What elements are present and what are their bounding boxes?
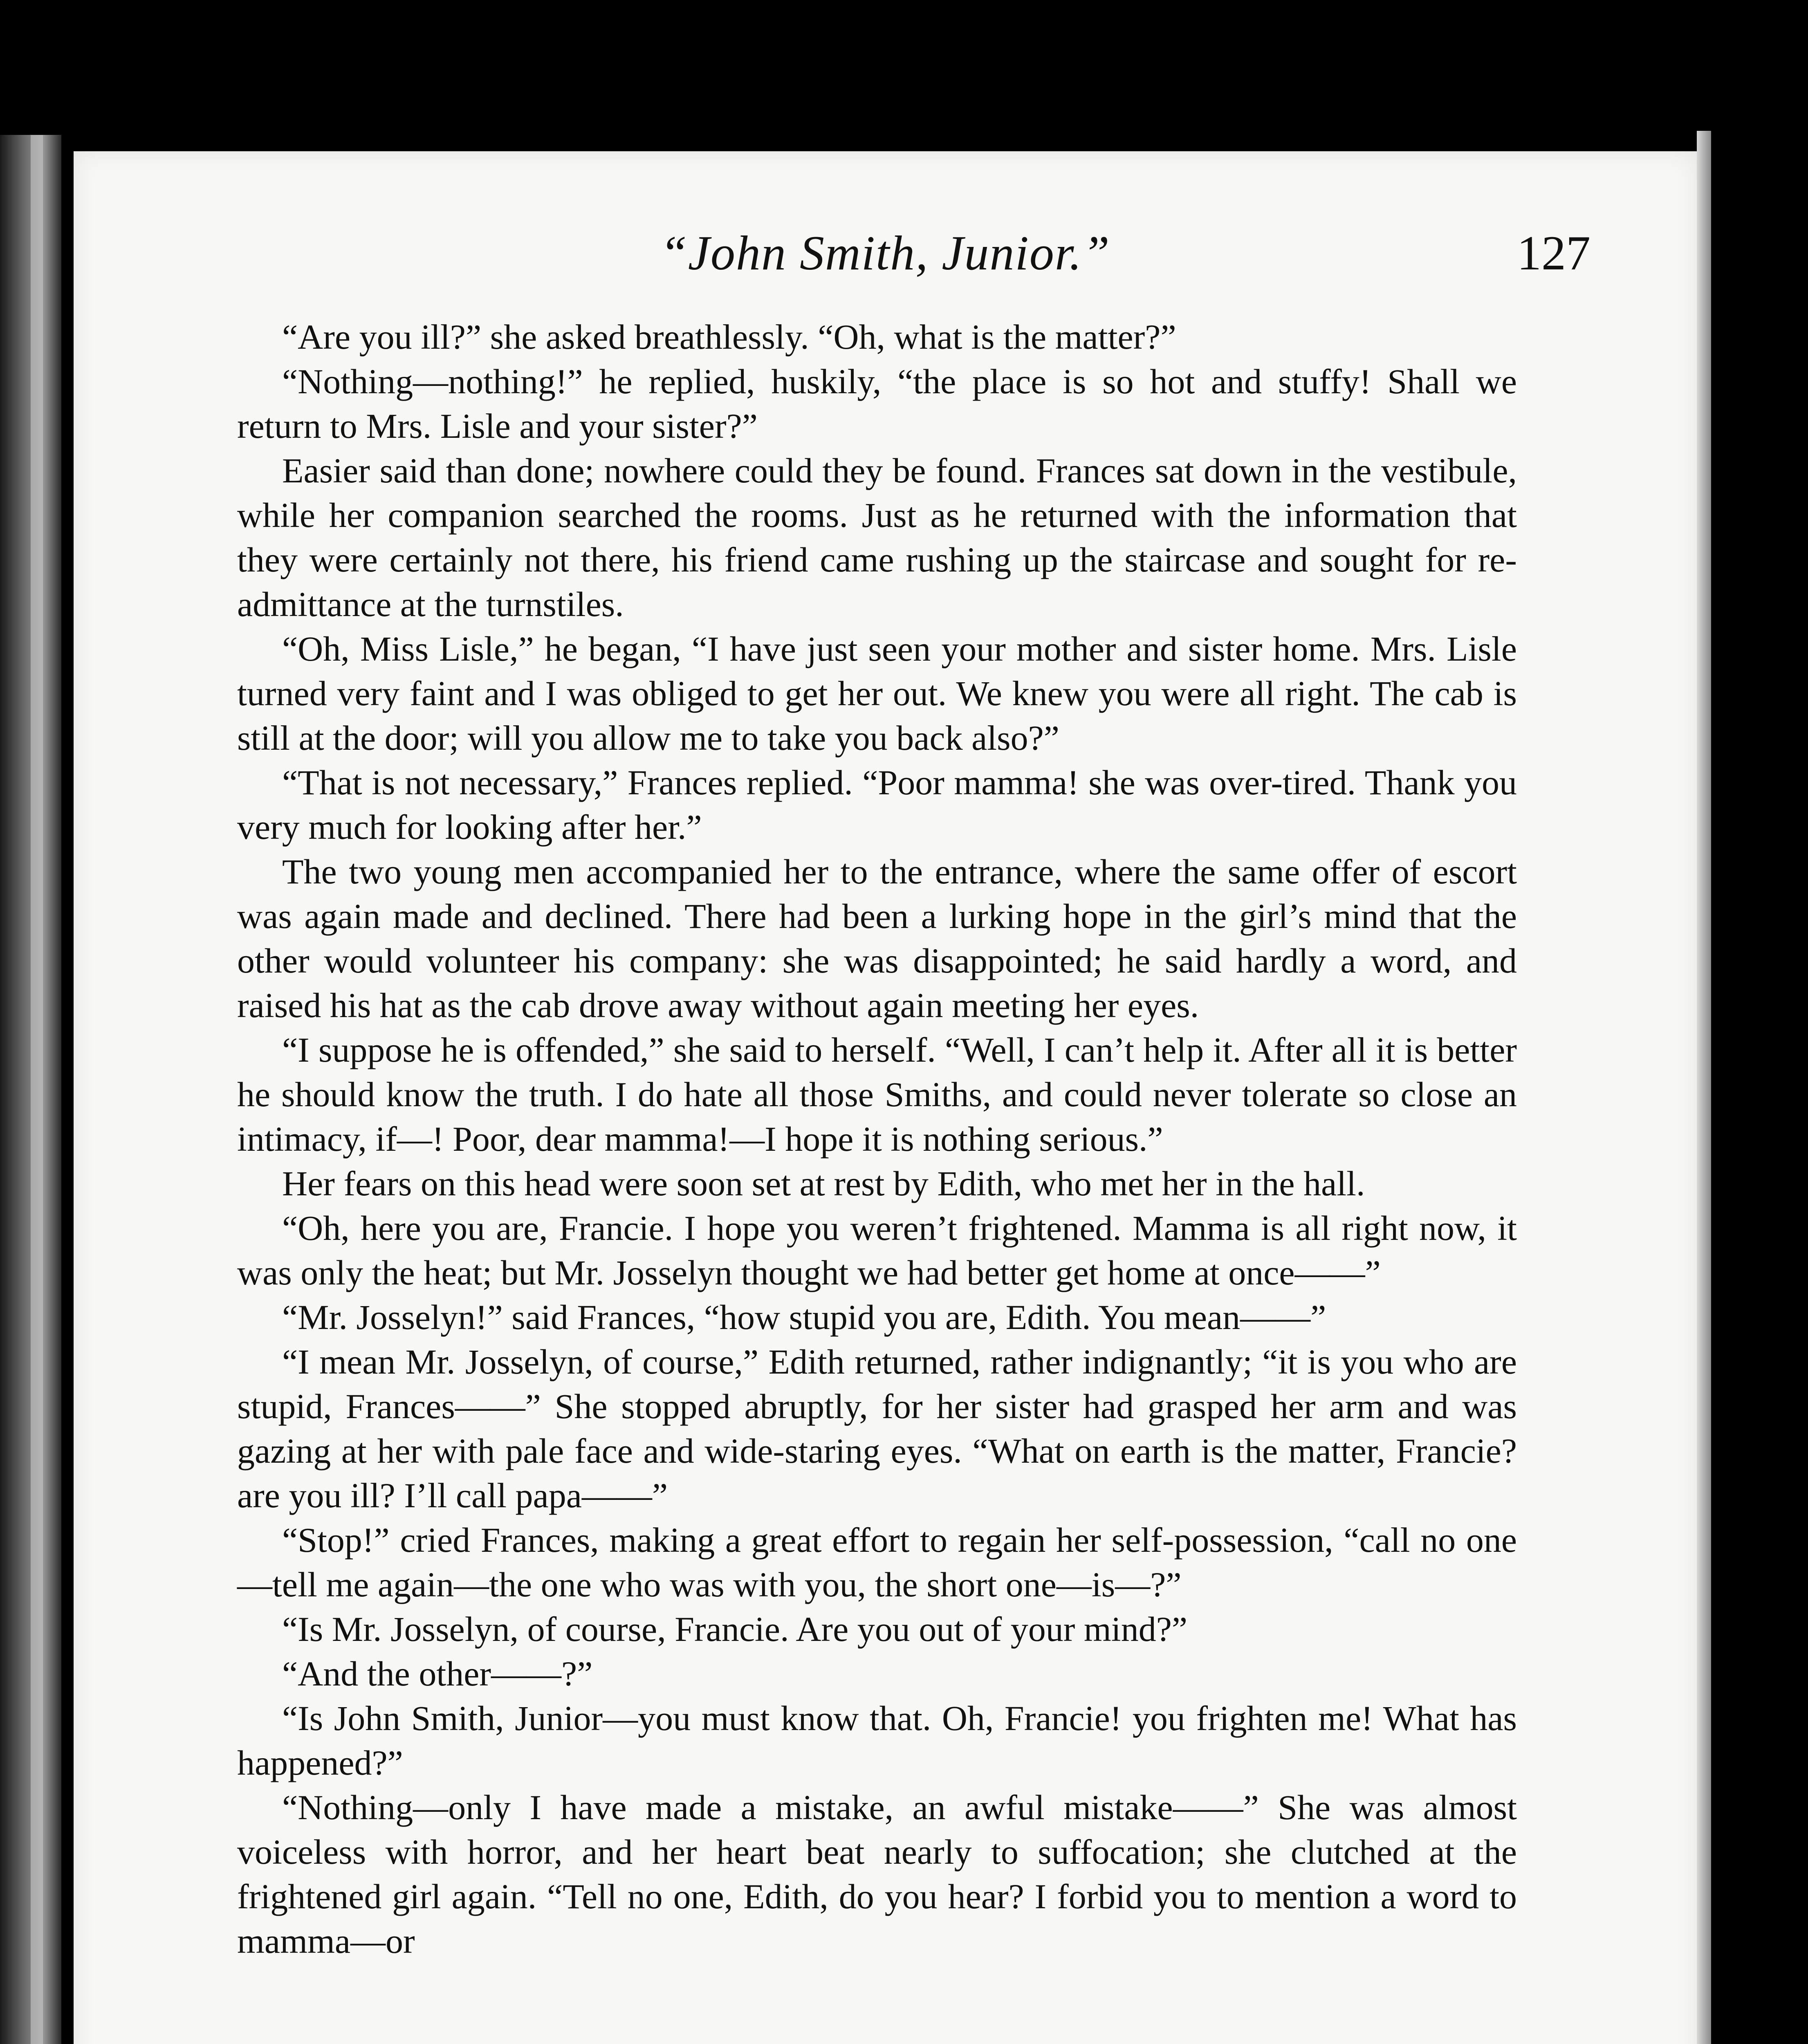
- paragraph: “Are you ill?” she asked breathlessly. “Oh, what is the matter?”: [282, 317, 1176, 356]
- paragraph: Her fears on this head were soon set at rest by Edith, who met her in the hall.: [282, 1164, 1365, 1203]
- paragraph: “I suppose he is offended,” she said to herself. “Well, I can’t help it. After all it is better he should know the truth. I do hate all those Smiths, and could never tolerate so close an intimacy, if—! Poor, dear mamma!—I hope it is nothing serious.”: [237, 1030, 1517, 1159]
- paragraph: Easier said than done; nowhere could they be found. Frances sat down in the vestibule, while her companion searched the rooms. Just as he returned with the information that they were certainly not there, his friend came rushing up the staircase and sought for re-admittance at the turnstiles.: [237, 451, 1517, 624]
- paragraph: “Nothing—nothing!” he replied, huskily, “the place is so hot and stuffy! Shall we return to Mrs. Lisle and your sister?”: [237, 362, 1517, 446]
- paragraph: The two young men accompanied her to the entrance, where the same offer of escort was again made and declined. There had been a lurking hope in the girl’s mind that the other would volunteer his company: she was disappointed; he said hardly a word, and raised his hat as the cab drove away without again meeting her eyes.: [237, 852, 1517, 1025]
- page-header: [74, 217, 1697, 298]
- left-page-binding: [31, 135, 43, 2044]
- right-page-edge: [1697, 131, 1711, 2044]
- paragraph: “And the other——?”: [282, 1654, 593, 1693]
- paragraph: “Stop!” cried Frances, making a great effort to regain her self-possession, “call no one—tell me again—the one who was with you, the short one—is—?”: [237, 1520, 1517, 1604]
- paragraph: “Oh, Miss Lisle,” he began, “I have just seen your mother and sister home. Mrs. Lisle turned very faint and I was obliged to get her out. We knew you were all right. The cab is still at the door; will you allow me to take you back also?”: [237, 629, 1517, 758]
- book-page: [74, 151, 1697, 2044]
- running-title: “John Smith, Junior.”: [659, 226, 1111, 280]
- paragraph: “Oh, here you are, Francie. I hope you weren’t frightened. Mamma is all right now, it was only the heat; but Mr. Josselyn thought we had better get home at once——”: [237, 1208, 1517, 1292]
- body-text: [237, 315, 1517, 1963]
- page-number: 127: [1517, 226, 1590, 280]
- paragraph: “Is John Smith, Junior—you must know that. Oh, Francie! you frighten me! What has happened?”: [237, 1699, 1517, 1782]
- paragraph: “That is not necessary,” Frances replied. “Poor mamma! she was over-tired. Thank you very much for looking after her.”: [237, 763, 1517, 847]
- paragraph: “Nothing—only I have made a mistake, an awful mistake——” She was almost voiceless with horror, and her heart beat nearly to suffocation; she clutched at the frightened girl again. “Tell no one, Edith, do you hear? I forbid you to mention a word to mamma—or: [237, 1788, 1517, 1961]
- paragraph: “Is Mr. Josselyn, of course, Francie. Are you out of your mind?”: [282, 1609, 1188, 1649]
- paragraph: “I mean Mr. Josselyn, of course,” Edith returned, rather indignantly; “it is you who are stupid, Frances——” She stopped abruptly, for her sister had grasped her arm and was gazing at her with pale face and wide-staring eyes. “What on earth is the matter, Francie? are you ill? I’ll call papa——”: [237, 1342, 1517, 1515]
- paragraph: “Mr. Josselyn!” said Frances, “how stupid you are, Edith. You mean——”: [282, 1298, 1326, 1337]
